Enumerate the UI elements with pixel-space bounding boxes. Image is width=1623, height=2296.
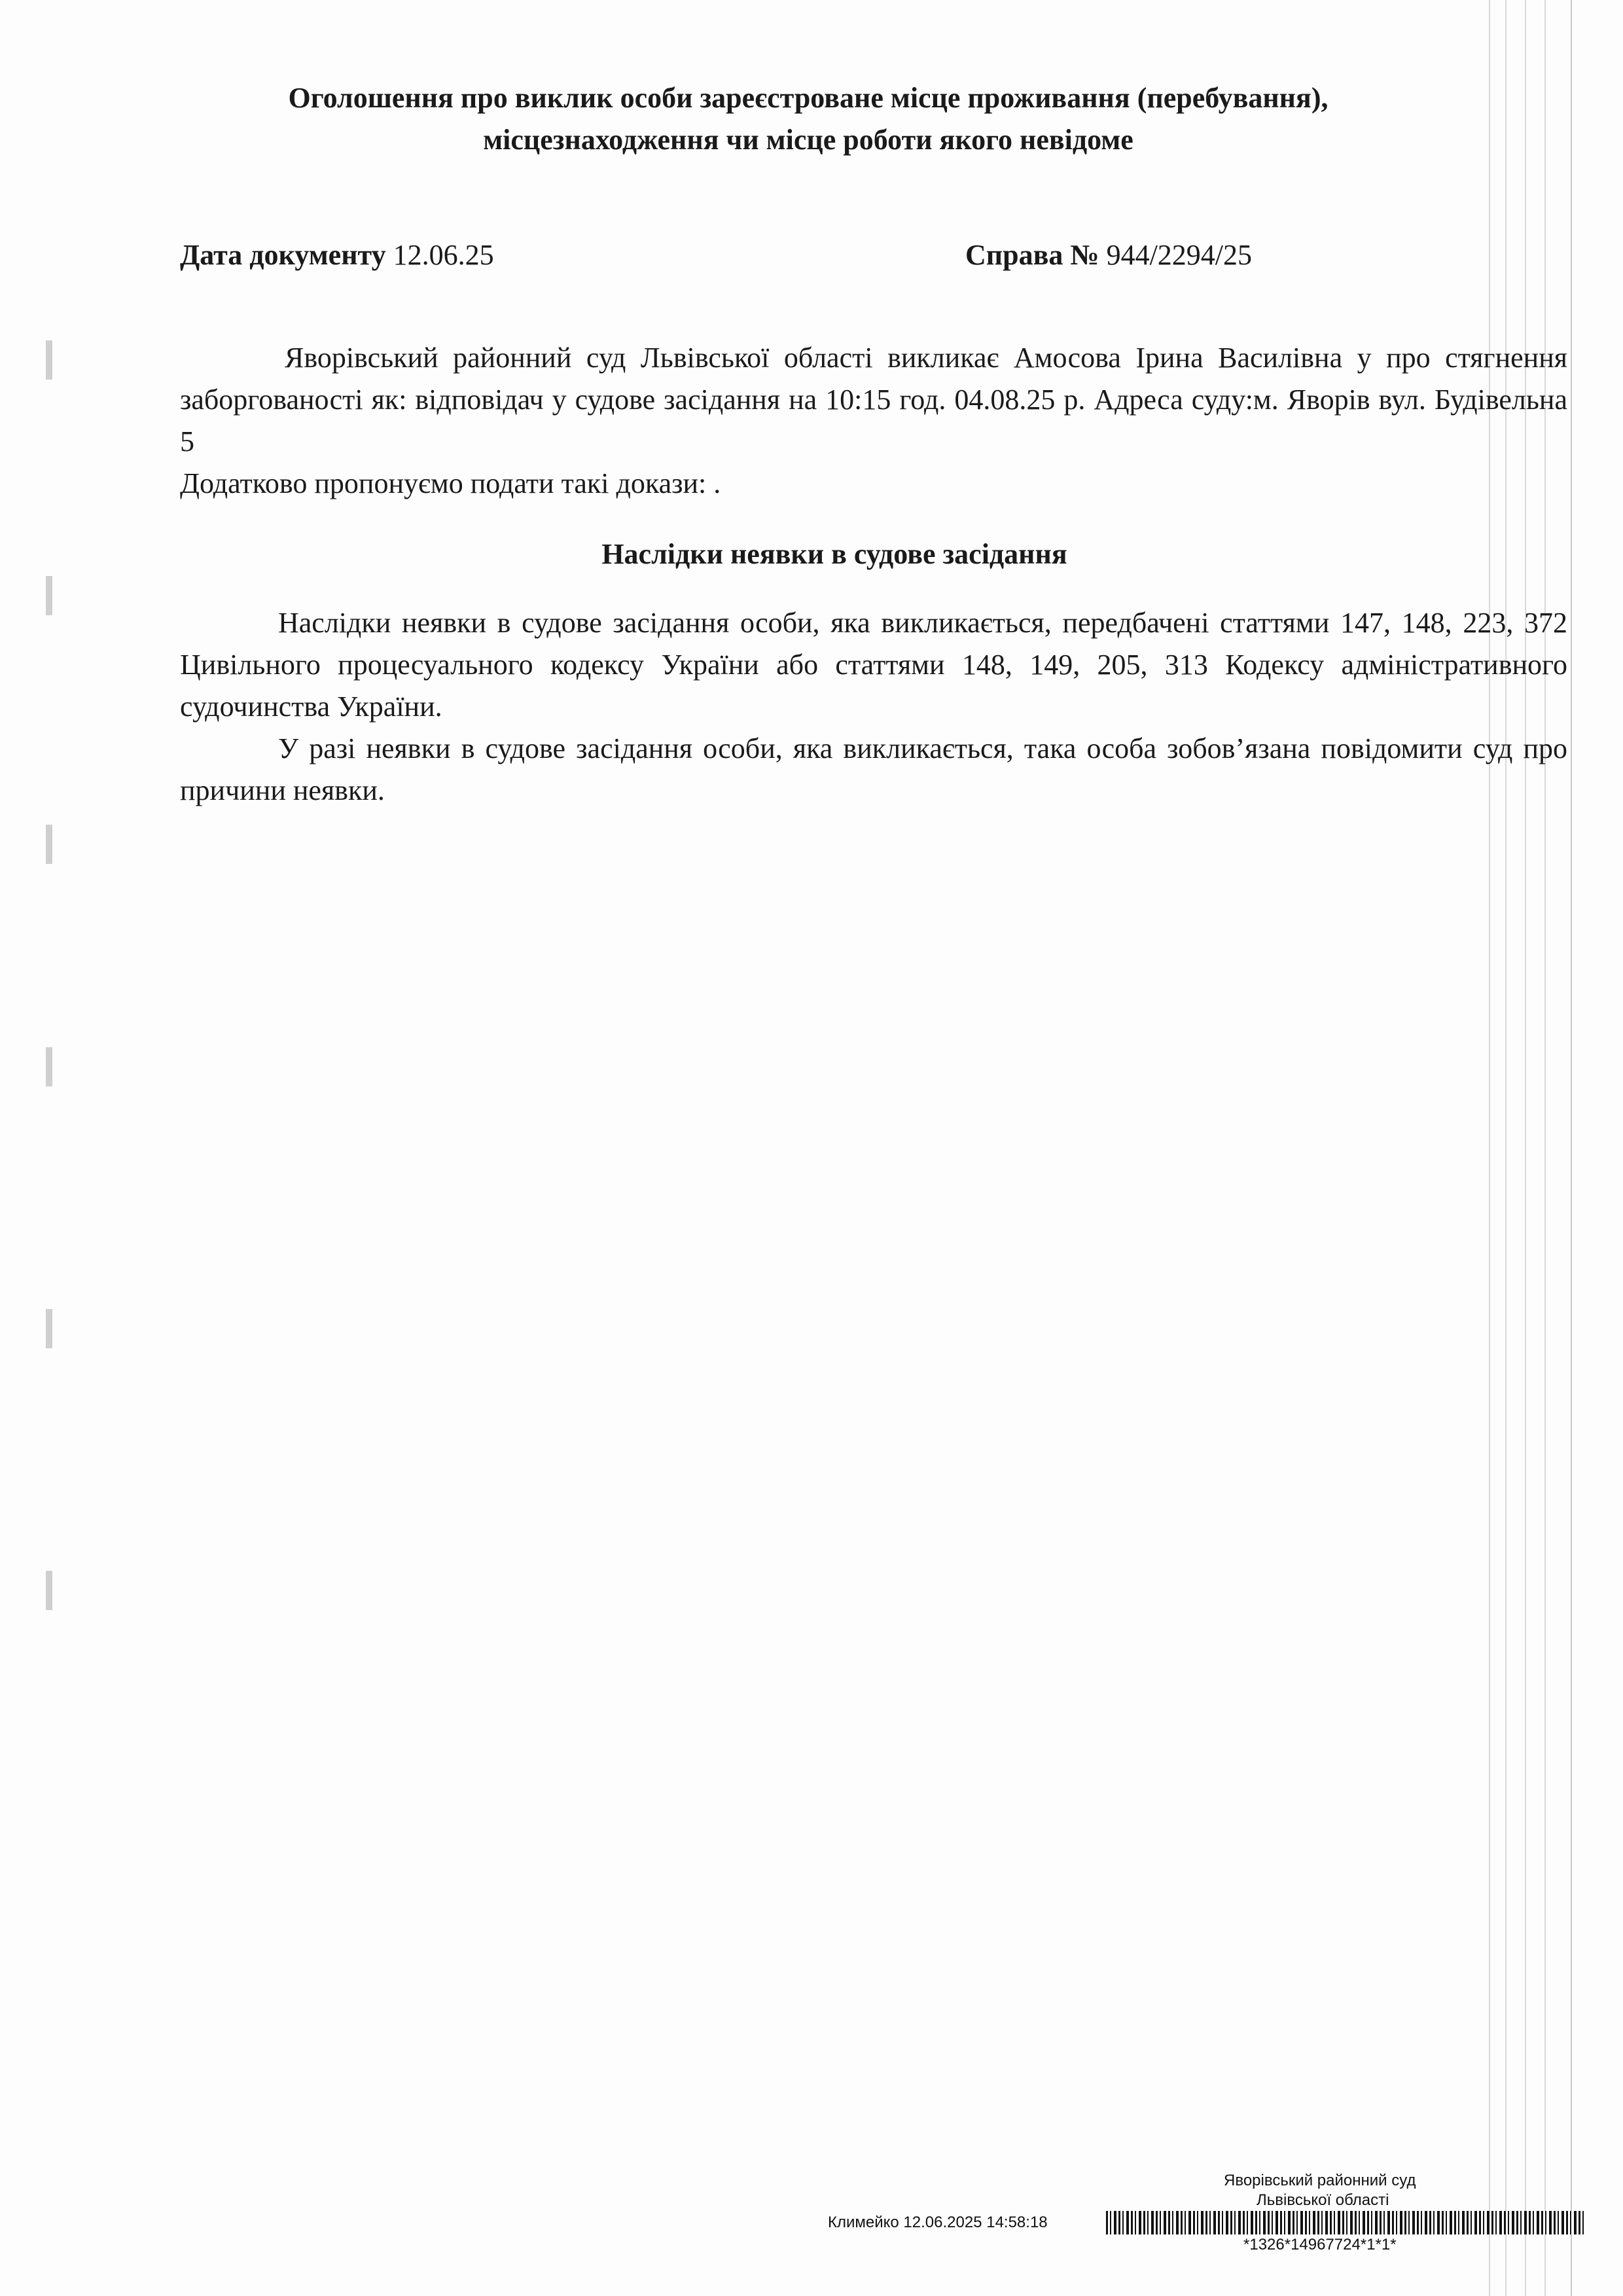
barcode [1106,2211,1584,2234]
scan-edge-mark [46,576,52,615]
barcode-text: *1326*14967724*1*1* [1243,2236,1397,2253]
scan-edge-mark [46,1571,52,1610]
footer-court-line-1: Яворівський районний суд [1224,2172,1416,2189]
title-line-1: Оголошення про виклик особи зареєстроване місце проживання (перебування), [288,82,1329,114]
summons-paragraph: Яворівський районний суд Львівської області викликає Амосова Ірина Василівна у про стягнення заборгованості як: відповідач у судове засідання на 10:15 год. 04.08.25 р. Адреса суду:м. Яворів вул. Будівельна 5 [180,342,1567,457]
consequences-paragraph: Наслідки неявки в судове засідання особи, яка викликається, передбачені статтями 147, 148, 223, 372 Цивільного процесуального кодексу України або статтями 148, 149, 205, 313 Кодексу адміністративного судочинства України. [180,607,1567,723]
notify-paragraph: У разі неявки в судове засідання особи, яка викликається, така особа зобов’язана повідомити суд про причини неявки. [180,732,1567,806]
scan-edge-mark [46,1309,52,1348]
scan-edge-mark [46,825,52,864]
case-label: Справа № [965,239,1099,271]
evidence-paragraph: Додатково пропонуємо подати такі докази: . [180,467,721,499]
scan-edge-mark [46,340,52,380]
case-value: 944/2294/25 [1106,239,1253,271]
document-title [157,77,1459,161]
case-number [965,234,1252,276]
scan-artifact-line [1571,0,1572,2296]
scan-edge-mark [46,1047,52,1086]
footer-stamp: Климейко 12.06.2025 14:58:18 [828,2214,1048,2231]
summons-body [180,337,1567,505]
footer-court-line-2: Львівської області [1257,2191,1389,2209]
date-value: 12.06.25 [393,239,494,271]
title-line-2: місцезнаходження чи місце роботи якого невідоме [483,124,1133,156]
date-label: Дата документу [180,239,386,271]
consequences-body [180,602,1567,812]
section-heading: Наслідки неявки в судове засідання [601,538,1067,570]
document-date [180,234,494,276]
